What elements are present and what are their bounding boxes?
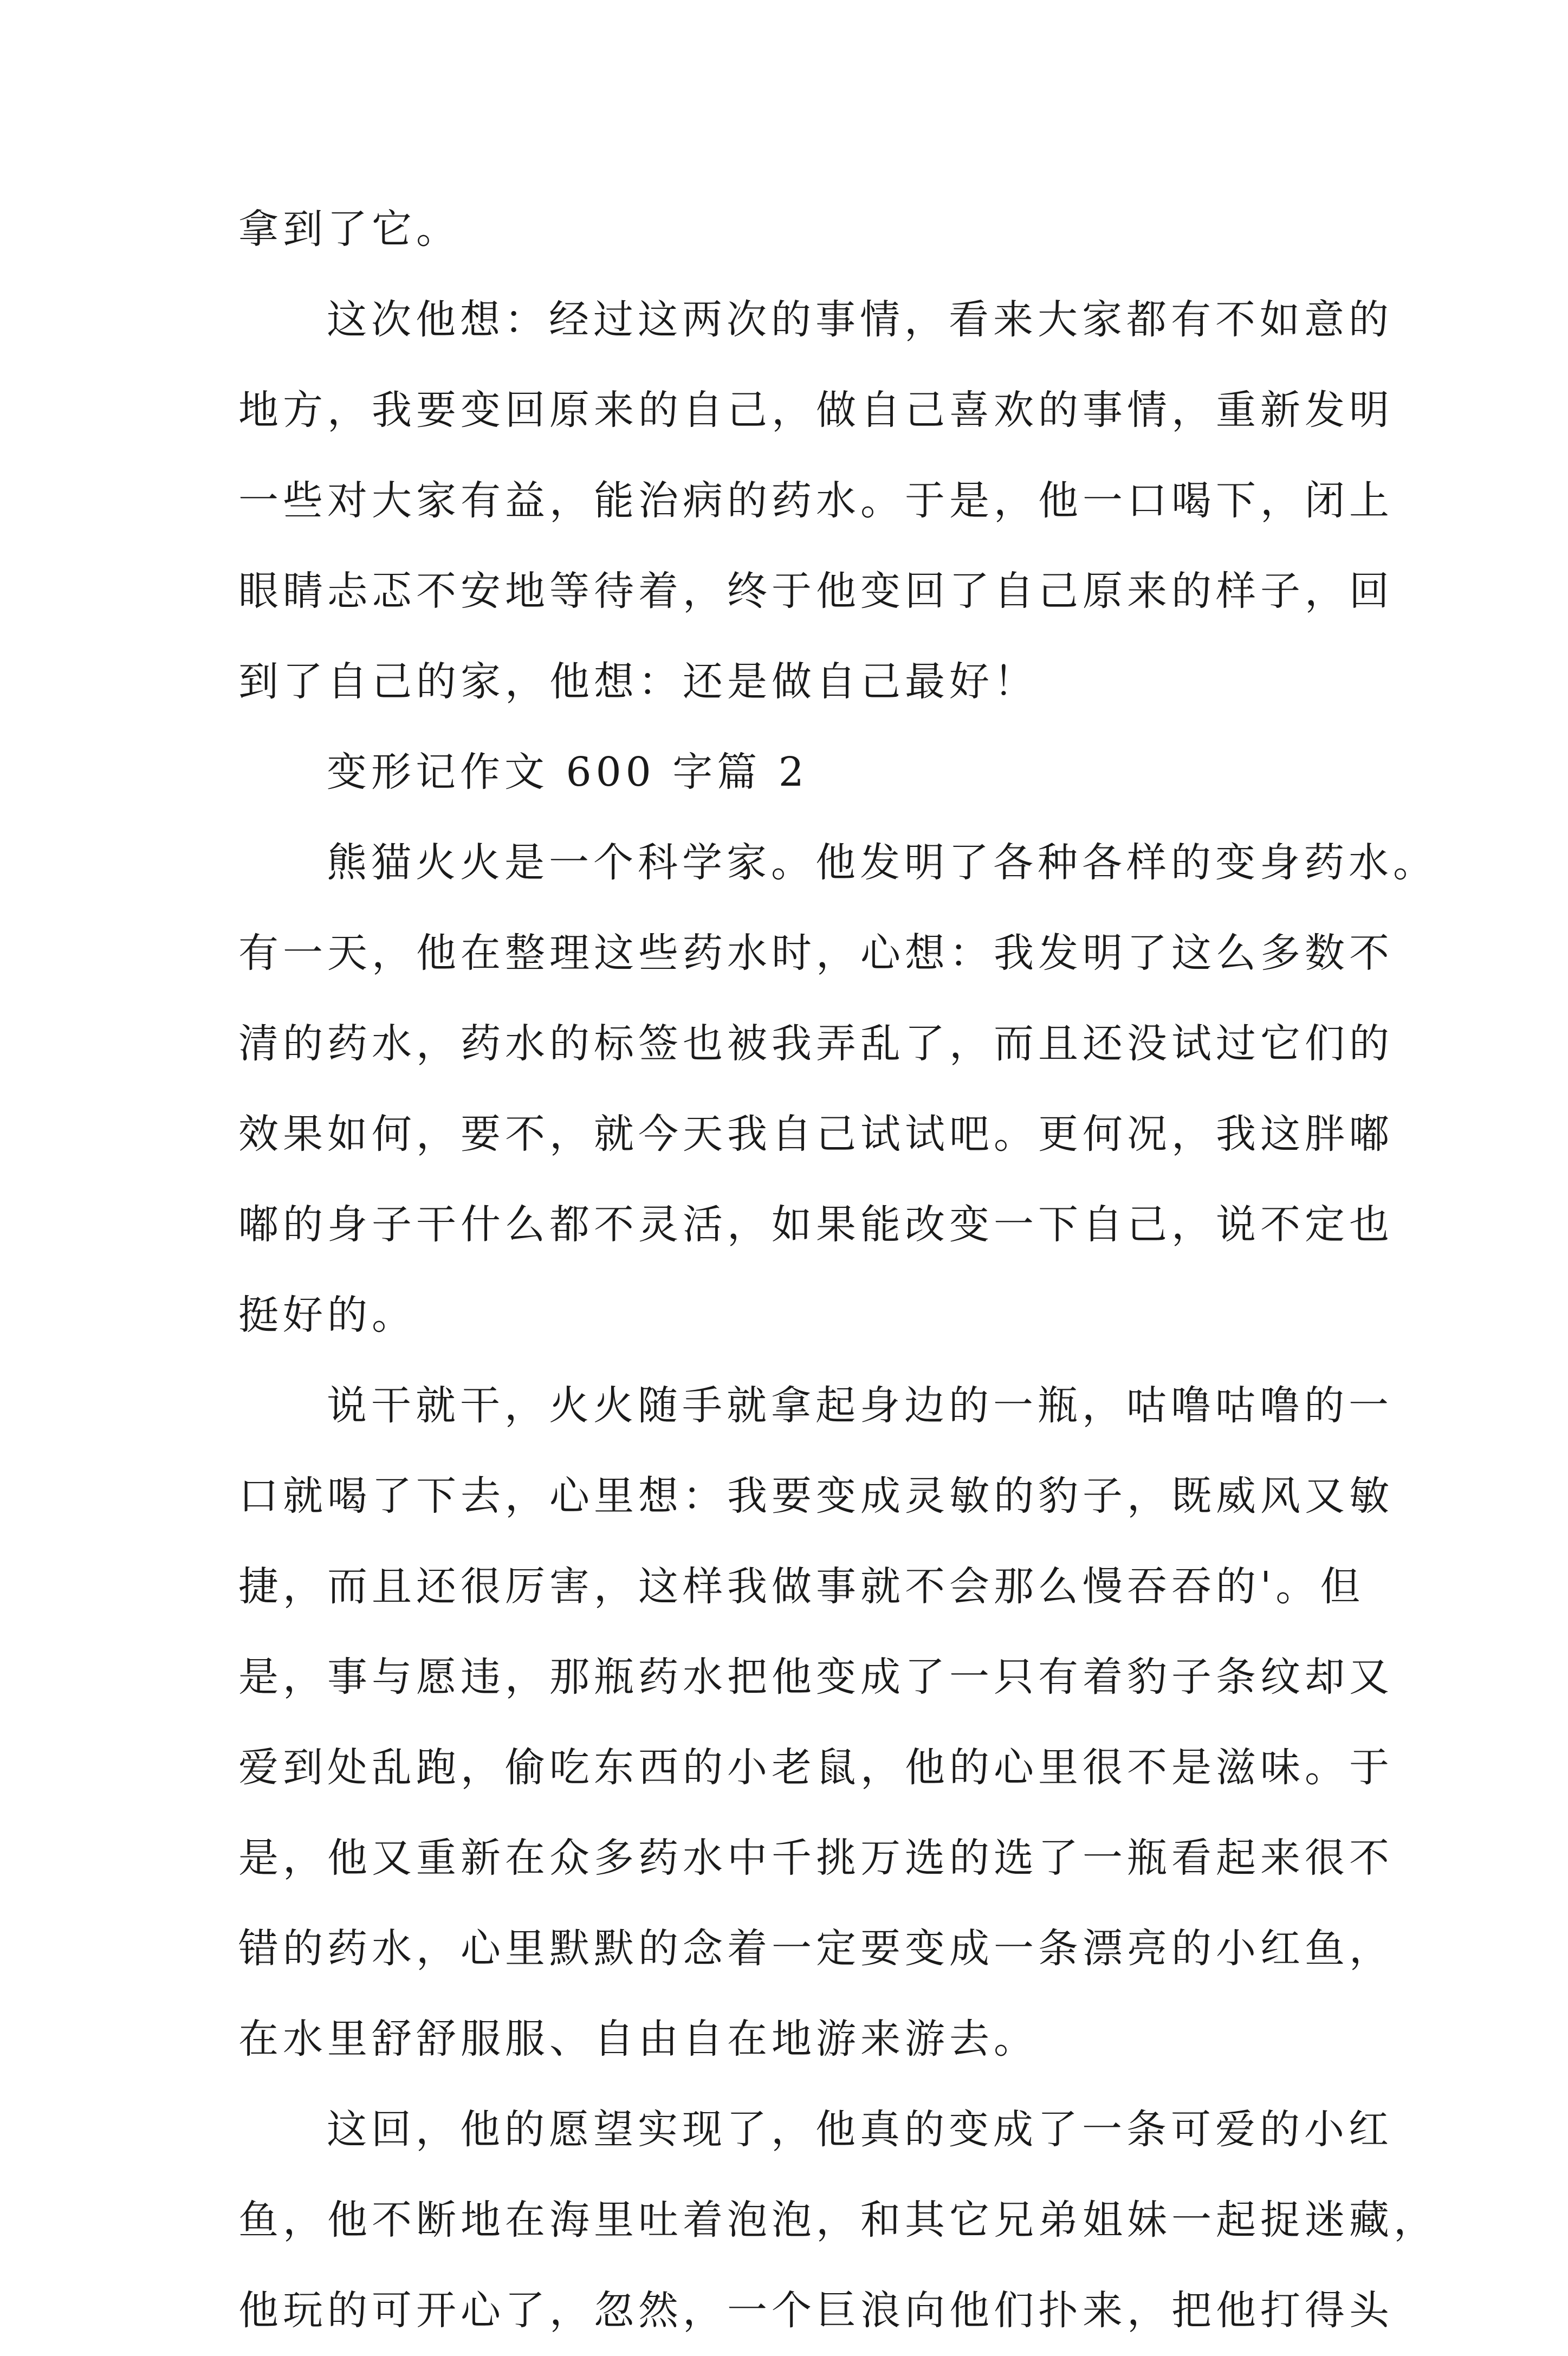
text-line: 嘟的身子干什么都不灵活，如果能改变一下自己，说不定也	[238, 1201, 1394, 1248]
text-line: 爱到处乱跑，偷吃东西的小老鼠，他的心里很不是滋味。于	[238, 1744, 1394, 1791]
text-line: 清的药水，药水的标签也被我弄乱了，而且还没试过它们的	[238, 1020, 1394, 1067]
text-line: 拿到了它。	[238, 206, 461, 253]
text-line: 捷，而且还很厉害，这样我做事就不会那么慢吞吞的'。但	[238, 1563, 1365, 1610]
text-line: 眼睛忐忑不安地等待着，终于他变回了自己原来的样子，回	[238, 568, 1394, 614]
section-heading: 变形记作文 600 字篇 2	[327, 749, 808, 795]
text-line: 是，事与愿违，那瓶药水把他变成了一只有着豹子条纹却又	[238, 1654, 1394, 1700]
text-line: 口就喝了下去，心里想：我要变成灵敏的豹子，既威风又敏	[238, 1473, 1394, 1519]
text-line: 到了自己的家，他想：还是做自己最好！	[238, 658, 1038, 705]
text-line: 说干就干，火火随手就拿起身边的一瓶，咕噜咕噜的一	[327, 1382, 1393, 1429]
text-line: 地方，我要变回原来的自己，做自己喜欢的事情，重新发明	[238, 387, 1394, 433]
body-text	[238, 184, 1438, 2356]
text-line: 是，他又重新在众多药水中千挑万选的选了一瓶看起来很不	[238, 1835, 1394, 1881]
text-line: 在水里舒舒服服、自由自在地游来游去。	[238, 2016, 1038, 2062]
text-line: 挺好的。	[238, 1292, 416, 1338]
text-line: 效果如何，要不，就今天我自己试试吧。更何况，我这胖嘟	[238, 1111, 1394, 1157]
text-line: 他玩的可开心了，忽然，一个巨浪向他们扑来，把他打得头	[238, 2287, 1394, 2334]
text-line: 这回，他的愿望实现了，他真的变成了一条可爱的小红	[327, 2106, 1393, 2153]
text-line: 鱼，他不断地在海里吐着泡泡，和其它兄弟姐妹一起捉迷藏，	[238, 2197, 1438, 2243]
text-line: 有一天，他在整理这些药水时，心想：我发明了这么多数不	[238, 930, 1394, 976]
text-line: 这次他想：经过这两次的事情，看来大家都有不如意的	[327, 296, 1393, 343]
text-line: 错的药水，心里默默的念着一定要变成一条漂亮的小红鱼，	[238, 1925, 1394, 1972]
text-line: 一些对大家有益，能治病的药水。于是，他一口喝下，闭上	[238, 477, 1394, 524]
text-line: 熊猫火火是一个科学家。他发明了各种各样的变身药水。	[327, 839, 1437, 886]
